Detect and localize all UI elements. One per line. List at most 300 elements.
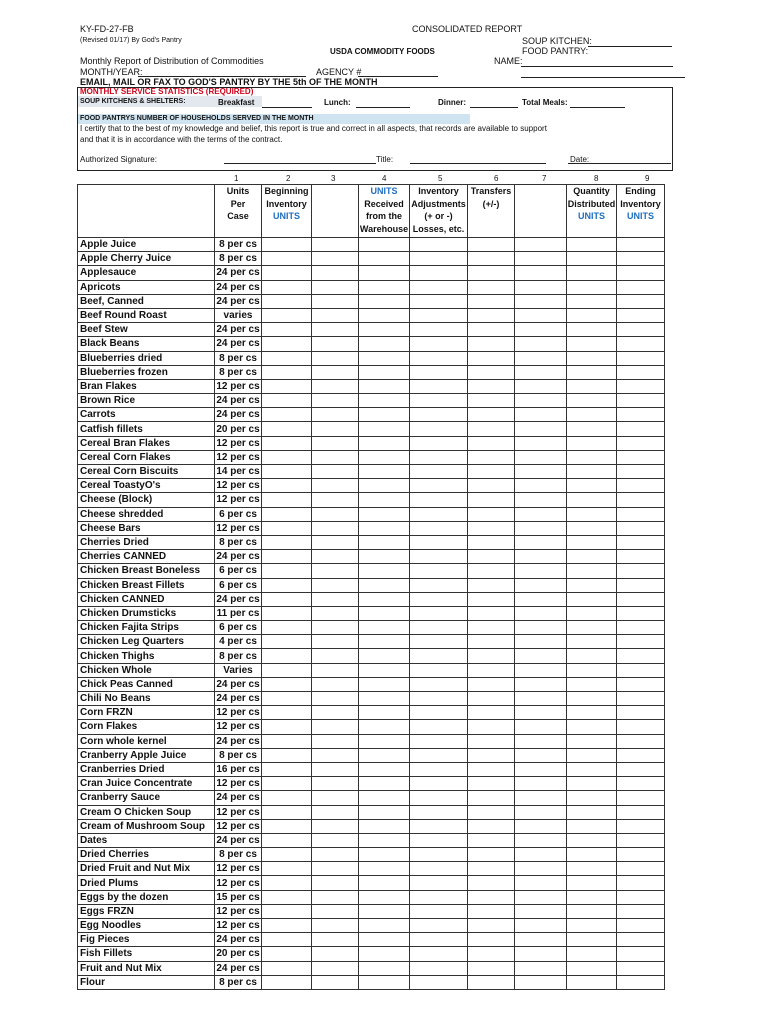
ending-inventory-cell[interactable]	[617, 919, 665, 933]
col-3-cell[interactable]	[312, 280, 359, 294]
received-cell[interactable]	[359, 323, 410, 337]
beginning-inventory-cell[interactable]	[262, 337, 312, 351]
received-cell[interactable]	[359, 280, 410, 294]
transfers-cell[interactable]	[468, 308, 515, 322]
adjustments-cell[interactable]	[410, 706, 468, 720]
transfers-cell[interactable]	[468, 535, 515, 549]
received-cell[interactable]	[359, 748, 410, 762]
col-7-cell[interactable]	[515, 961, 567, 975]
distributed-cell[interactable]	[567, 365, 617, 379]
received-cell[interactable]	[359, 535, 410, 549]
beginning-inventory-cell[interactable]	[262, 635, 312, 649]
ending-inventory-cell[interactable]	[617, 606, 665, 620]
ending-inventory-cell[interactable]	[617, 365, 665, 379]
ending-inventory-cell[interactable]	[617, 692, 665, 706]
col-7-cell[interactable]	[515, 748, 567, 762]
adjustments-cell[interactable]	[410, 578, 468, 592]
adjustments-cell[interactable]	[410, 493, 468, 507]
distributed-cell[interactable]	[567, 379, 617, 393]
col-7-cell[interactable]	[515, 422, 567, 436]
transfers-cell[interactable]	[468, 933, 515, 947]
adjustments-cell[interactable]	[410, 777, 468, 791]
distributed-cell[interactable]	[567, 507, 617, 521]
col-7-cell[interactable]	[515, 252, 567, 266]
ending-inventory-cell[interactable]	[617, 238, 665, 252]
col-3-cell[interactable]	[312, 777, 359, 791]
ending-inventory-cell[interactable]	[617, 337, 665, 351]
adjustments-cell[interactable]	[410, 819, 468, 833]
ending-inventory-cell[interactable]	[617, 280, 665, 294]
beginning-inventory-cell[interactable]	[262, 379, 312, 393]
transfers-cell[interactable]	[468, 238, 515, 252]
adjustments-cell[interactable]	[410, 436, 468, 450]
distributed-cell[interactable]	[567, 408, 617, 422]
ending-inventory-cell[interactable]	[617, 947, 665, 961]
ending-inventory-cell[interactable]	[617, 777, 665, 791]
beginning-inventory-cell[interactable]	[262, 323, 312, 337]
received-cell[interactable]	[359, 394, 410, 408]
transfers-cell[interactable]	[468, 351, 515, 365]
col-7-cell[interactable]	[515, 294, 567, 308]
beginning-inventory-cell[interactable]	[262, 791, 312, 805]
col-7-cell[interactable]	[515, 493, 567, 507]
col-7-cell[interactable]	[515, 621, 567, 635]
col-3-cell[interactable]	[312, 819, 359, 833]
ending-inventory-cell[interactable]	[617, 308, 665, 322]
received-cell[interactable]	[359, 465, 410, 479]
beginning-inventory-cell[interactable]	[262, 961, 312, 975]
received-cell[interactable]	[359, 379, 410, 393]
distributed-cell[interactable]	[567, 762, 617, 776]
distributed-cell[interactable]	[567, 337, 617, 351]
distributed-cell[interactable]	[567, 876, 617, 890]
col-3-cell[interactable]	[312, 762, 359, 776]
col-3-cell[interactable]	[312, 266, 359, 280]
transfers-cell[interactable]	[468, 819, 515, 833]
beginning-inventory-cell[interactable]	[262, 550, 312, 564]
ending-inventory-cell[interactable]	[617, 465, 665, 479]
ending-inventory-cell[interactable]	[617, 677, 665, 691]
adjustments-cell[interactable]	[410, 919, 468, 933]
received-cell[interactable]	[359, 252, 410, 266]
transfers-cell[interactable]	[468, 550, 515, 564]
transfers-cell[interactable]	[468, 862, 515, 876]
distributed-cell[interactable]	[567, 777, 617, 791]
dinner-field[interactable]	[470, 107, 518, 108]
col-3-cell[interactable]	[312, 904, 359, 918]
ending-inventory-cell[interactable]	[617, 791, 665, 805]
adjustments-cell[interactable]	[410, 564, 468, 578]
distributed-cell[interactable]	[567, 465, 617, 479]
received-cell[interactable]	[359, 961, 410, 975]
distributed-cell[interactable]	[567, 848, 617, 862]
beginning-inventory-cell[interactable]	[262, 592, 312, 606]
transfers-cell[interactable]	[468, 706, 515, 720]
beginning-inventory-cell[interactable]	[262, 805, 312, 819]
adjustments-cell[interactable]	[410, 862, 468, 876]
col-3-cell[interactable]	[312, 805, 359, 819]
col-7-cell[interactable]	[515, 762, 567, 776]
adjustments-cell[interactable]	[410, 479, 468, 493]
col-7-cell[interactable]	[515, 890, 567, 904]
col-3-cell[interactable]	[312, 975, 359, 989]
distributed-cell[interactable]	[567, 975, 617, 989]
received-cell[interactable]	[359, 663, 410, 677]
col-3-cell[interactable]	[312, 422, 359, 436]
col-3-cell[interactable]	[312, 833, 359, 847]
transfers-cell[interactable]	[468, 890, 515, 904]
col-7-cell[interactable]	[515, 280, 567, 294]
ending-inventory-cell[interactable]	[617, 819, 665, 833]
col-7-cell[interactable]	[515, 649, 567, 663]
adjustments-cell[interactable]	[410, 947, 468, 961]
col-7-cell[interactable]	[515, 238, 567, 252]
distributed-cell[interactable]	[567, 578, 617, 592]
lunch-field[interactable]	[356, 107, 410, 108]
beginning-inventory-cell[interactable]	[262, 621, 312, 635]
beginning-inventory-cell[interactable]	[262, 720, 312, 734]
col-7-cell[interactable]	[515, 720, 567, 734]
ending-inventory-cell[interactable]	[617, 323, 665, 337]
col-3-cell[interactable]	[312, 876, 359, 890]
beginning-inventory-cell[interactable]	[262, 663, 312, 677]
adjustments-cell[interactable]	[410, 238, 468, 252]
adjustments-cell[interactable]	[410, 649, 468, 663]
ending-inventory-cell[interactable]	[617, 379, 665, 393]
ending-inventory-cell[interactable]	[617, 961, 665, 975]
transfers-cell[interactable]	[468, 592, 515, 606]
col-3-cell[interactable]	[312, 791, 359, 805]
col-3-cell[interactable]	[312, 606, 359, 620]
beginning-inventory-cell[interactable]	[262, 777, 312, 791]
ending-inventory-cell[interactable]	[617, 479, 665, 493]
received-cell[interactable]	[359, 450, 410, 464]
received-cell[interactable]	[359, 422, 410, 436]
distributed-cell[interactable]	[567, 748, 617, 762]
ending-inventory-cell[interactable]	[617, 266, 665, 280]
col-3-cell[interactable]	[312, 919, 359, 933]
beginning-inventory-cell[interactable]	[262, 252, 312, 266]
ending-inventory-cell[interactable]	[617, 975, 665, 989]
received-cell[interactable]	[359, 947, 410, 961]
transfers-cell[interactable]	[468, 394, 515, 408]
ending-inventory-cell[interactable]	[617, 436, 665, 450]
col-3-cell[interactable]	[312, 961, 359, 975]
distributed-cell[interactable]	[567, 606, 617, 620]
distributed-cell[interactable]	[567, 692, 617, 706]
beginning-inventory-cell[interactable]	[262, 479, 312, 493]
ending-inventory-cell[interactable]	[617, 805, 665, 819]
col-7-cell[interactable]	[515, 465, 567, 479]
transfers-cell[interactable]	[468, 777, 515, 791]
received-cell[interactable]	[359, 479, 410, 493]
col-3-cell[interactable]	[312, 408, 359, 422]
ending-inventory-cell[interactable]	[617, 507, 665, 521]
date-field[interactable]	[568, 163, 671, 164]
ending-inventory-cell[interactable]	[617, 564, 665, 578]
col-7-cell[interactable]	[515, 450, 567, 464]
distributed-cell[interactable]	[567, 890, 617, 904]
distributed-cell[interactable]	[567, 649, 617, 663]
distributed-cell[interactable]	[567, 436, 617, 450]
col-7-cell[interactable]	[515, 975, 567, 989]
col-3-cell[interactable]	[312, 663, 359, 677]
received-cell[interactable]	[359, 649, 410, 663]
col-7-cell[interactable]	[515, 365, 567, 379]
col-7-cell[interactable]	[515, 606, 567, 620]
adjustments-cell[interactable]	[410, 734, 468, 748]
received-cell[interactable]	[359, 436, 410, 450]
col-3-cell[interactable]	[312, 649, 359, 663]
col-7-cell[interactable]	[515, 848, 567, 862]
distributed-cell[interactable]	[567, 535, 617, 549]
adjustments-cell[interactable]	[410, 621, 468, 635]
distributed-cell[interactable]	[567, 592, 617, 606]
col-7-cell[interactable]	[515, 564, 567, 578]
distributed-cell[interactable]	[567, 819, 617, 833]
col-7-cell[interactable]	[515, 791, 567, 805]
adjustments-cell[interactable]	[410, 890, 468, 904]
beginning-inventory-cell[interactable]	[262, 919, 312, 933]
received-cell[interactable]	[359, 904, 410, 918]
col-3-cell[interactable]	[312, 294, 359, 308]
beginning-inventory-cell[interactable]	[262, 890, 312, 904]
adjustments-cell[interactable]	[410, 762, 468, 776]
adjustments-cell[interactable]	[410, 521, 468, 535]
distributed-cell[interactable]	[567, 450, 617, 464]
adjustments-cell[interactable]	[410, 791, 468, 805]
received-cell[interactable]	[359, 493, 410, 507]
col-3-cell[interactable]	[312, 521, 359, 535]
received-cell[interactable]	[359, 238, 410, 252]
adjustments-cell[interactable]	[410, 720, 468, 734]
ending-inventory-cell[interactable]	[617, 394, 665, 408]
received-cell[interactable]	[359, 635, 410, 649]
beginning-inventory-cell[interactable]	[262, 833, 312, 847]
signature-field[interactable]	[224, 163, 376, 164]
distributed-cell[interactable]	[567, 862, 617, 876]
beginning-inventory-cell[interactable]	[262, 975, 312, 989]
beginning-inventory-cell[interactable]	[262, 450, 312, 464]
name-field-line-2[interactable]	[521, 77, 685, 78]
col-3-cell[interactable]	[312, 748, 359, 762]
adjustments-cell[interactable]	[410, 294, 468, 308]
ending-inventory-cell[interactable]	[617, 294, 665, 308]
transfers-cell[interactable]	[468, 720, 515, 734]
beginning-inventory-cell[interactable]	[262, 238, 312, 252]
col-7-cell[interactable]	[515, 337, 567, 351]
distributed-cell[interactable]	[567, 621, 617, 635]
beginning-inventory-cell[interactable]	[262, 394, 312, 408]
distributed-cell[interactable]	[567, 493, 617, 507]
received-cell[interactable]	[359, 692, 410, 706]
transfers-cell[interactable]	[468, 606, 515, 620]
col-3-cell[interactable]	[312, 252, 359, 266]
col-7-cell[interactable]	[515, 351, 567, 365]
col-7-cell[interactable]	[515, 862, 567, 876]
col-3-cell[interactable]	[312, 720, 359, 734]
title-field[interactable]	[410, 163, 546, 164]
ending-inventory-cell[interactable]	[617, 720, 665, 734]
ending-inventory-cell[interactable]	[617, 535, 665, 549]
transfers-cell[interactable]	[468, 961, 515, 975]
ending-inventory-cell[interactable]	[617, 904, 665, 918]
transfers-cell[interactable]	[468, 649, 515, 663]
col-3-cell[interactable]	[312, 507, 359, 521]
col-3-cell[interactable]	[312, 479, 359, 493]
received-cell[interactable]	[359, 890, 410, 904]
beginning-inventory-cell[interactable]	[262, 493, 312, 507]
col-3-cell[interactable]	[312, 465, 359, 479]
col-7-cell[interactable]	[515, 308, 567, 322]
ending-inventory-cell[interactable]	[617, 351, 665, 365]
distributed-cell[interactable]	[567, 961, 617, 975]
col-3-cell[interactable]	[312, 862, 359, 876]
received-cell[interactable]	[359, 351, 410, 365]
beginning-inventory-cell[interactable]	[262, 280, 312, 294]
distributed-cell[interactable]	[567, 635, 617, 649]
col-7-cell[interactable]	[515, 408, 567, 422]
adjustments-cell[interactable]	[410, 635, 468, 649]
transfers-cell[interactable]	[468, 762, 515, 776]
beginning-inventory-cell[interactable]	[262, 465, 312, 479]
name-field[interactable]	[521, 66, 673, 67]
col-3-cell[interactable]	[312, 550, 359, 564]
transfers-cell[interactable]	[468, 365, 515, 379]
transfers-cell[interactable]	[468, 450, 515, 464]
ending-inventory-cell[interactable]	[617, 592, 665, 606]
col-7-cell[interactable]	[515, 550, 567, 564]
distributed-cell[interactable]	[567, 422, 617, 436]
transfers-cell[interactable]	[468, 521, 515, 535]
transfers-cell[interactable]	[468, 833, 515, 847]
col-3-cell[interactable]	[312, 848, 359, 862]
adjustments-cell[interactable]	[410, 592, 468, 606]
transfers-cell[interactable]	[468, 507, 515, 521]
col-3-cell[interactable]	[312, 933, 359, 947]
ending-inventory-cell[interactable]	[617, 933, 665, 947]
adjustments-cell[interactable]	[410, 422, 468, 436]
received-cell[interactable]	[359, 848, 410, 862]
col-3-cell[interactable]	[312, 308, 359, 322]
distributed-cell[interactable]	[567, 323, 617, 337]
distributed-cell[interactable]	[567, 479, 617, 493]
received-cell[interactable]	[359, 621, 410, 635]
adjustments-cell[interactable]	[410, 337, 468, 351]
distributed-cell[interactable]	[567, 564, 617, 578]
transfers-cell[interactable]	[468, 791, 515, 805]
adjustments-cell[interactable]	[410, 280, 468, 294]
distributed-cell[interactable]	[567, 791, 617, 805]
beginning-inventory-cell[interactable]	[262, 649, 312, 663]
received-cell[interactable]	[359, 833, 410, 847]
transfers-cell[interactable]	[468, 493, 515, 507]
col-7-cell[interactable]	[515, 692, 567, 706]
beginning-inventory-cell[interactable]	[262, 564, 312, 578]
distributed-cell[interactable]	[567, 720, 617, 734]
ending-inventory-cell[interactable]	[617, 450, 665, 464]
col-7-cell[interactable]	[515, 592, 567, 606]
breakfast-field[interactable]	[262, 107, 312, 108]
col-3-cell[interactable]	[312, 677, 359, 691]
received-cell[interactable]	[359, 805, 410, 819]
adjustments-cell[interactable]	[410, 961, 468, 975]
col-7-cell[interactable]	[515, 819, 567, 833]
ending-inventory-cell[interactable]	[617, 550, 665, 564]
ending-inventory-cell[interactable]	[617, 833, 665, 847]
distributed-cell[interactable]	[567, 706, 617, 720]
adjustments-cell[interactable]	[410, 606, 468, 620]
distributed-cell[interactable]	[567, 308, 617, 322]
transfers-cell[interactable]	[468, 848, 515, 862]
received-cell[interactable]	[359, 521, 410, 535]
col-3-cell[interactable]	[312, 706, 359, 720]
transfers-cell[interactable]	[468, 805, 515, 819]
col-7-cell[interactable]	[515, 379, 567, 393]
col-7-cell[interactable]	[515, 933, 567, 947]
transfers-cell[interactable]	[468, 479, 515, 493]
distributed-cell[interactable]	[567, 252, 617, 266]
col-7-cell[interactable]	[515, 507, 567, 521]
transfers-cell[interactable]	[468, 904, 515, 918]
col-7-cell[interactable]	[515, 947, 567, 961]
beginning-inventory-cell[interactable]	[262, 308, 312, 322]
transfers-cell[interactable]	[468, 564, 515, 578]
distributed-cell[interactable]	[567, 238, 617, 252]
ending-inventory-cell[interactable]	[617, 734, 665, 748]
beginning-inventory-cell[interactable]	[262, 294, 312, 308]
beginning-inventory-cell[interactable]	[262, 266, 312, 280]
adjustments-cell[interactable]	[410, 365, 468, 379]
col-3-cell[interactable]	[312, 621, 359, 635]
distributed-cell[interactable]	[567, 933, 617, 947]
col-3-cell[interactable]	[312, 436, 359, 450]
beginning-inventory-cell[interactable]	[262, 904, 312, 918]
received-cell[interactable]	[359, 862, 410, 876]
col-7-cell[interactable]	[515, 436, 567, 450]
adjustments-cell[interactable]	[410, 308, 468, 322]
soup-kitchen-field[interactable]	[588, 46, 672, 47]
received-cell[interactable]	[359, 919, 410, 933]
adjustments-cell[interactable]	[410, 975, 468, 989]
received-cell[interactable]	[359, 606, 410, 620]
adjustments-cell[interactable]	[410, 394, 468, 408]
received-cell[interactable]	[359, 734, 410, 748]
col-7-cell[interactable]	[515, 535, 567, 549]
ending-inventory-cell[interactable]	[617, 493, 665, 507]
transfers-cell[interactable]	[468, 635, 515, 649]
distributed-cell[interactable]	[567, 394, 617, 408]
received-cell[interactable]	[359, 507, 410, 521]
beginning-inventory-cell[interactable]	[262, 819, 312, 833]
received-cell[interactable]	[359, 933, 410, 947]
ending-inventory-cell[interactable]	[617, 521, 665, 535]
distributed-cell[interactable]	[567, 351, 617, 365]
transfers-cell[interactable]	[468, 919, 515, 933]
adjustments-cell[interactable]	[410, 465, 468, 479]
received-cell[interactable]	[359, 550, 410, 564]
received-cell[interactable]	[359, 720, 410, 734]
transfers-cell[interactable]	[468, 621, 515, 635]
received-cell[interactable]	[359, 975, 410, 989]
received-cell[interactable]	[359, 266, 410, 280]
col-7-cell[interactable]	[515, 677, 567, 691]
beginning-inventory-cell[interactable]	[262, 535, 312, 549]
distributed-cell[interactable]	[567, 805, 617, 819]
adjustments-cell[interactable]	[410, 692, 468, 706]
col-7-cell[interactable]	[515, 266, 567, 280]
adjustments-cell[interactable]	[410, 323, 468, 337]
